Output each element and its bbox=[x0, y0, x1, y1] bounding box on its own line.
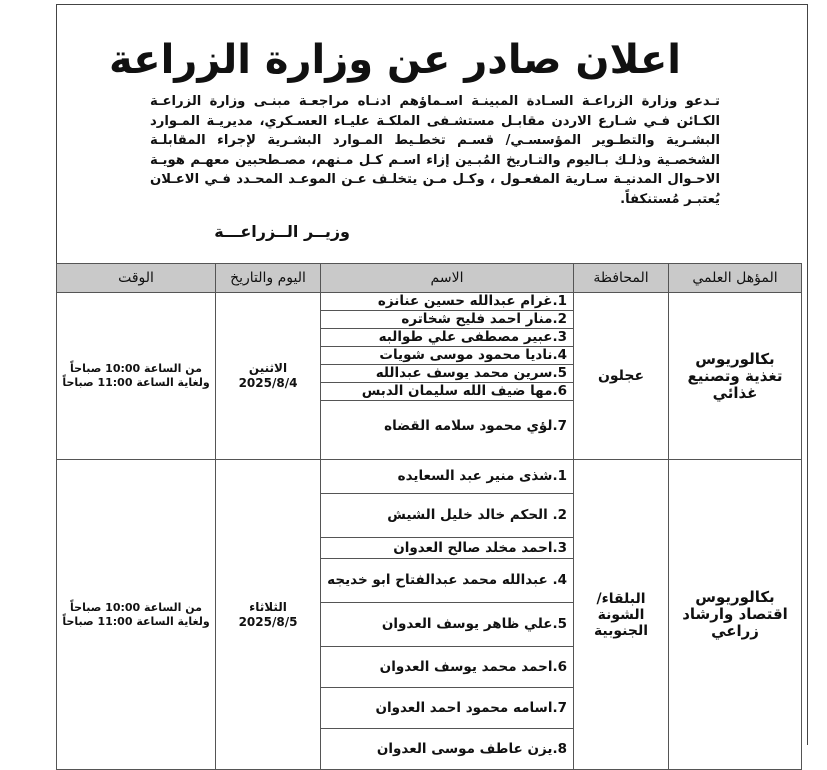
time-to: ولغاية الساعة 11:00 صباحاً bbox=[62, 376, 210, 389]
list-item: 4.ناديا محمود موسى شويات bbox=[321, 347, 573, 365]
day-label: الثلاثاء bbox=[249, 599, 287, 614]
day-date-cell bbox=[216, 460, 321, 770]
announcement-body bbox=[150, 92, 720, 209]
announcement-body-text: تـدعو وزارة الزراعـة السـادة المبينـة اسـماؤهم ادنـاه مراجعـة مبنـى وزارة الزراعـة الكـائن فـي شـارع الاردن مقابـل مستشـفى الملكـة عليـاء العسـكري، مديريـة المـوارد البشـرية والتطـوير المؤسسـي/ قسـم تخطـيط المـوارد البشـرية لإجراء المقابلـة الشخصـية وذلـك بـاليوم والتـاريخ المُبـين إزاء اسـم كـل مـنهم، مصـطحبين معهـم هويـة الاحـوال المدنيـة سـارية المفعـول ، وكـل مـن يتخلـف عـن الموعـد المحـدد فـي الاعـلان يُعتبـر مُستنكفاً. bbox=[150, 94, 720, 207]
list-item: 1.غرام عبدالله حسين عنانزه bbox=[321, 293, 573, 311]
table-row bbox=[57, 293, 802, 460]
list-item: 8.يزن عاطف موسى العدوان bbox=[376, 741, 567, 757]
list-item: 2. الحكم خالد خليل الشيش bbox=[321, 494, 573, 538]
names-list bbox=[321, 460, 573, 769]
header-qualification: المؤهل العلمي bbox=[669, 264, 802, 293]
list-item: 7.اسامه محمود احمد العدوان bbox=[321, 688, 573, 729]
time-to: ولغاية الساعة 11:00 صباحاً bbox=[62, 614, 210, 628]
day-label: الاثنين bbox=[248, 361, 288, 375]
header-time: الوقت bbox=[57, 264, 216, 293]
date-label: 2025/8/4 bbox=[238, 376, 298, 390]
list-item: 2.منار احمد فليح شخاتره bbox=[321, 311, 573, 329]
governorate-cell: عجلون bbox=[574, 293, 669, 460]
time-from: من الساعة 10:00 صباحاً bbox=[70, 362, 202, 375]
candidates-table bbox=[56, 263, 802, 770]
list-item: 1.شذى منير عبد السعايده bbox=[321, 460, 573, 494]
names-list bbox=[321, 293, 573, 451]
list-item: 6.مها ضيف الله سليمان الدبس bbox=[321, 383, 573, 401]
header-day-date: اليوم والتاريخ bbox=[216, 264, 321, 293]
list-item: 3.احمد مخلد صالح العدوان bbox=[321, 538, 573, 559]
list-item: 5.علي ظاهر يوسف العدوان bbox=[321, 603, 573, 647]
list-item: 5.سرين محمد يوسف عبدالله bbox=[321, 365, 573, 383]
governorate-cell: البلقاء/ الشونة الجنوبية bbox=[574, 460, 669, 770]
time-cell bbox=[57, 293, 216, 460]
day-date-cell bbox=[216, 293, 321, 460]
page-title: اعلان صادر عن وزارة الزراعة bbox=[109, 37, 681, 83]
list-item: 3.عبير مصطفى علي طوالبه bbox=[321, 329, 573, 347]
header-name: الاسم bbox=[321, 264, 574, 293]
list-item: 4. عبدالله محمد عبدالفتاح ابو خديجه bbox=[321, 559, 573, 603]
date-label: 2025/8/5 bbox=[238, 614, 298, 629]
list-item: 7.لؤي محمود سلامه القضاه bbox=[384, 418, 567, 434]
time-from: من الساعة 10:00 صباحاً bbox=[70, 600, 202, 614]
qualification-cell: بكالوريوس اقتصاد وارشاد زراعي bbox=[669, 460, 802, 770]
table-row bbox=[57, 460, 802, 770]
names-cell bbox=[321, 460, 574, 770]
table-header-row bbox=[57, 264, 802, 293]
signature: وزيــر الــزراعـــة bbox=[214, 222, 350, 241]
list-item: 6.احمد محمد يوسف العدوان bbox=[321, 647, 573, 688]
qualification-cell: بكالوريوس تغذية وتصنيع غذائي bbox=[669, 293, 802, 460]
time-cell bbox=[57, 460, 216, 770]
names-cell bbox=[321, 293, 574, 460]
header-governorate: المحافظة bbox=[574, 264, 669, 293]
